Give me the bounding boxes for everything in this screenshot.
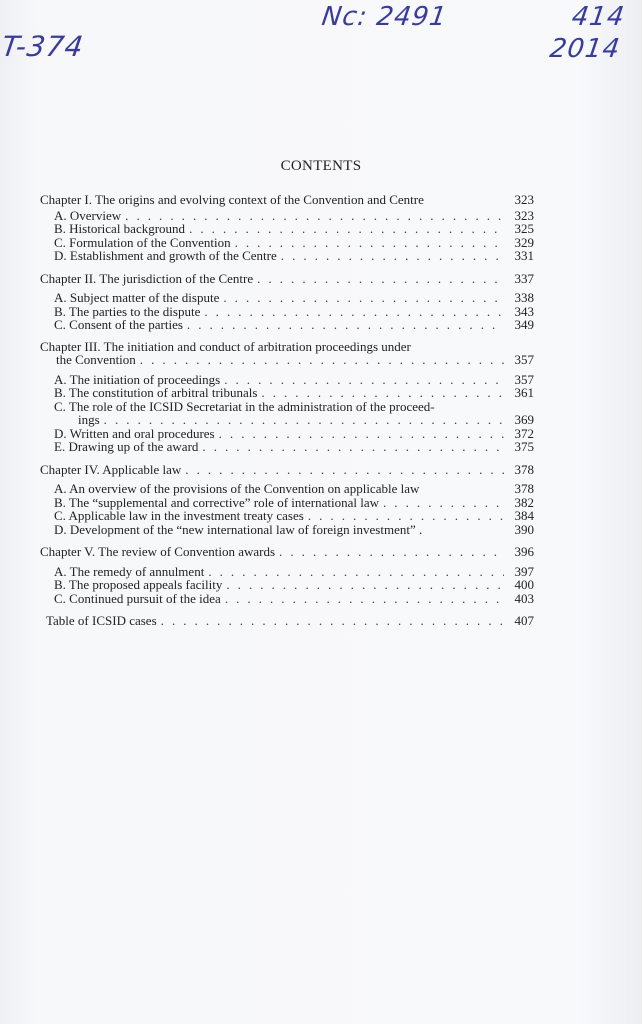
table-of-contents xyxy=(40,193,534,628)
page-number: 369 xyxy=(514,412,534,427)
section-title: B. The “supplemental and corrective” role of international law xyxy=(54,494,379,510)
chapter-title: Chapter III. The initiation and conduct of arbitration proceedings under xyxy=(40,338,411,354)
page-number: 361 xyxy=(514,385,534,400)
handwritten-number: Nc: 2491 xyxy=(319,2,450,32)
toc-section xyxy=(54,249,534,263)
toc-chapter-2 xyxy=(40,272,534,286)
toc-section xyxy=(54,209,534,223)
section-title: B. Historical background xyxy=(54,221,186,236)
handwritten-year: 2014 xyxy=(547,34,623,64)
page-number: 337 xyxy=(514,270,534,286)
page-number: 390 xyxy=(514,521,534,537)
chapter-title-continued: the Convention xyxy=(56,352,136,367)
page-number: 349 xyxy=(514,317,534,332)
page-number: 403 xyxy=(514,590,534,606)
toc-section xyxy=(54,578,534,592)
toc-section xyxy=(54,373,534,387)
section-title: A. Subject matter of the dispute xyxy=(54,290,220,305)
toc-section xyxy=(54,236,534,250)
section-title: A. An overview of the provisions of the Convention on applicable law xyxy=(54,481,420,496)
section-title: D. Development of the “new international law of foreign investment” . xyxy=(54,521,423,537)
toc-section xyxy=(54,440,534,454)
page-number: 397 xyxy=(514,563,534,579)
toc-section xyxy=(54,427,534,441)
toc-table-of-cases xyxy=(46,614,534,628)
toc-chapter-3 xyxy=(40,340,534,367)
page-number: 323 xyxy=(514,207,534,223)
toc-section xyxy=(40,400,534,427)
toc-section xyxy=(54,496,534,510)
section-title: C. The role of the ICSID Secretariat in the administration of the proceed- xyxy=(54,398,435,414)
page-number: 378 xyxy=(514,461,534,477)
toc-section xyxy=(54,386,534,400)
section-title: B. The parties to the dispute xyxy=(54,303,201,319)
page-number: 357 xyxy=(514,371,534,387)
table-of-cases-title: Table of ICSID cases xyxy=(46,613,157,628)
page-number: 375 xyxy=(514,439,534,454)
section-title: A. The remedy of annulment xyxy=(54,563,205,579)
toc-chapter-4 xyxy=(40,463,534,477)
section-title: C. Formulation of the Convention xyxy=(54,234,231,250)
section-title-continued: ings xyxy=(78,412,100,427)
page-number: 323 xyxy=(514,192,534,207)
toc-section xyxy=(54,482,534,496)
chapter-title: Chapter I. The origins and evolving context of the Convention and Centre xyxy=(40,192,424,207)
toc-section xyxy=(54,305,534,319)
page-number: 331 xyxy=(514,248,534,263)
section-title: D. Written and oral procedures xyxy=(54,425,215,441)
page-number: 407 xyxy=(514,613,534,628)
page-number: 325 xyxy=(514,221,534,236)
section-title: A. Overview xyxy=(54,207,122,223)
handwritten-shelfmark: T-374 xyxy=(0,30,86,63)
page-number: 329 xyxy=(514,234,534,250)
section-title: C. Consent of the parties xyxy=(54,317,183,332)
page-number: 378 xyxy=(514,481,534,496)
chapter-title: Chapter IV. Applicable law xyxy=(40,461,182,477)
page-number: 372 xyxy=(514,425,534,441)
section-title: D. Establishment and growth of the Centre xyxy=(54,248,277,263)
toc-section xyxy=(54,565,534,579)
toc-section xyxy=(54,523,534,537)
toc-section xyxy=(54,509,534,523)
section-title: B. The proposed appeals facility xyxy=(54,577,223,592)
chapter-title: Chapter II. The jurisdiction of the Centre xyxy=(40,270,254,286)
toc-section xyxy=(54,318,534,332)
toc-chapter-5 xyxy=(40,545,534,559)
page-number: 400 xyxy=(514,577,534,592)
handwritten-volume: 414 xyxy=(569,2,627,32)
section-title: B. The constitution of arbitral tribunals xyxy=(54,385,258,400)
toc-section xyxy=(54,291,534,305)
toc-chapter-1 xyxy=(40,193,534,207)
section-title: C. Applicable law in the investment treaty cases xyxy=(54,508,304,523)
chapter-title: Chapter V. The review of Convention awards xyxy=(40,544,276,559)
page-number: 384 xyxy=(514,508,534,523)
toc-section xyxy=(54,592,534,606)
toc-section xyxy=(54,222,534,236)
page-title: CONTENTS xyxy=(280,158,362,174)
section-title: E. Drawing up of the award xyxy=(54,439,199,454)
page-number: 343 xyxy=(514,303,534,319)
page-number: 357 xyxy=(514,352,534,367)
page-number: 338 xyxy=(514,290,534,305)
section-title: C. Continued pursuit of the idea xyxy=(54,590,221,606)
section-title: A. The initiation of proceedings xyxy=(54,371,221,387)
page-number: 382 xyxy=(514,494,534,510)
page-number: 396 xyxy=(514,544,534,559)
